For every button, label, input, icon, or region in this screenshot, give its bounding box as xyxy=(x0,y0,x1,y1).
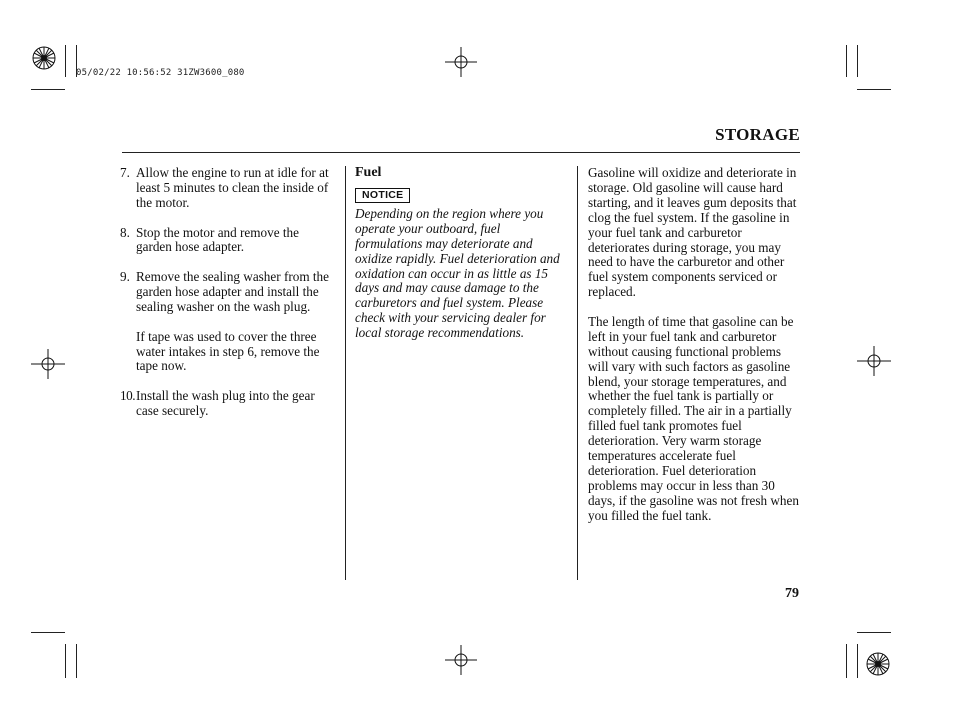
crop-mark xyxy=(65,45,66,77)
crop-mark xyxy=(65,644,66,678)
crop-mark xyxy=(846,644,847,678)
crop-mark xyxy=(857,632,891,633)
step-number: 7. xyxy=(120,165,130,180)
step-item xyxy=(120,270,335,315)
column-divider xyxy=(345,166,346,580)
crosshair-registration-icon xyxy=(445,645,477,675)
paragraph: Gasoline will oxidize and deteriorate in storage. Old gasoline will cause hard starting, and it leaves gum deposits that clog the fuel system. If the gasoline in your fuel tank and carburetor deteriorates during storage, you may need to have the carburetor and other fuel system components serviced or replaced. xyxy=(588,165,797,300)
notice-label: NOTICE xyxy=(355,188,410,203)
step-number: 10. xyxy=(120,388,135,404)
section-title: STORAGE xyxy=(715,125,800,144)
step-text: Install the wash plug into the gear case securely. xyxy=(136,388,315,419)
step-text: Remove the sealing washer from the garden hose adapter and install the sealing washer on the wash plug. xyxy=(136,269,329,314)
title-rule xyxy=(122,152,800,153)
steps-column xyxy=(120,166,335,434)
step-item xyxy=(120,166,335,211)
step-text: Allow the engine to run at idle for at least 5 minutes to clean the inside of the motor. xyxy=(136,165,329,210)
crop-mark xyxy=(31,632,65,633)
column-divider xyxy=(577,166,578,580)
step-note: If tape was used to cover the three water intakes in step 6, remove the tape now. xyxy=(136,328,320,374)
notice-text: Depending on the region where you operate your outboard, fuel formulations may deteriorate and oxidize rapidly. Fuel deterioration and oxidation can occur in as little as 15 days and may cause damage to the carburetors and fuel system. Please check with your servicing dealer for local storage recommendations. xyxy=(355,205,560,341)
paragraph: The length of time that gasoline can be left in your fuel tank and carburetor without causing functional problems will vary with such factors as gasoline blend, your storage temperatures, and whether the fuel tank is partially or completely filled. The air in a partially filled fuel tank promotes fuel deterioration. Very warm storage temperatures accelerate fuel deterioration. Fuel deterioration problems may occur in less than 30 days, if the gasoline was not fresh when you filled the fuel tank. xyxy=(588,313,799,523)
crop-mark xyxy=(857,89,891,90)
crosshair-registration-icon xyxy=(445,47,477,77)
crop-mark xyxy=(857,45,858,77)
crop-mark xyxy=(846,45,847,77)
step-number: 9. xyxy=(120,269,130,285)
fuel-column xyxy=(355,166,570,341)
crop-mark xyxy=(31,89,65,90)
gasoline-column xyxy=(588,166,804,538)
crop-mark xyxy=(857,644,858,678)
crosshair-registration-icon xyxy=(31,349,65,379)
print-timestamp: 05/02/22 10:56:52 31ZW3600_080 xyxy=(76,68,245,78)
crop-mark xyxy=(76,644,77,678)
step-item xyxy=(120,226,335,256)
starburst-registration-icon xyxy=(31,45,57,71)
fuel-heading: Fuel xyxy=(355,165,382,180)
crosshair-registration-icon xyxy=(857,346,891,376)
step-item xyxy=(120,389,335,419)
step-number: 8. xyxy=(120,224,130,240)
step-text: Stop the motor and remove the garden hose adapter. xyxy=(136,224,299,255)
starburst-registration-icon xyxy=(865,651,891,677)
page-number: 79 xyxy=(785,586,799,601)
